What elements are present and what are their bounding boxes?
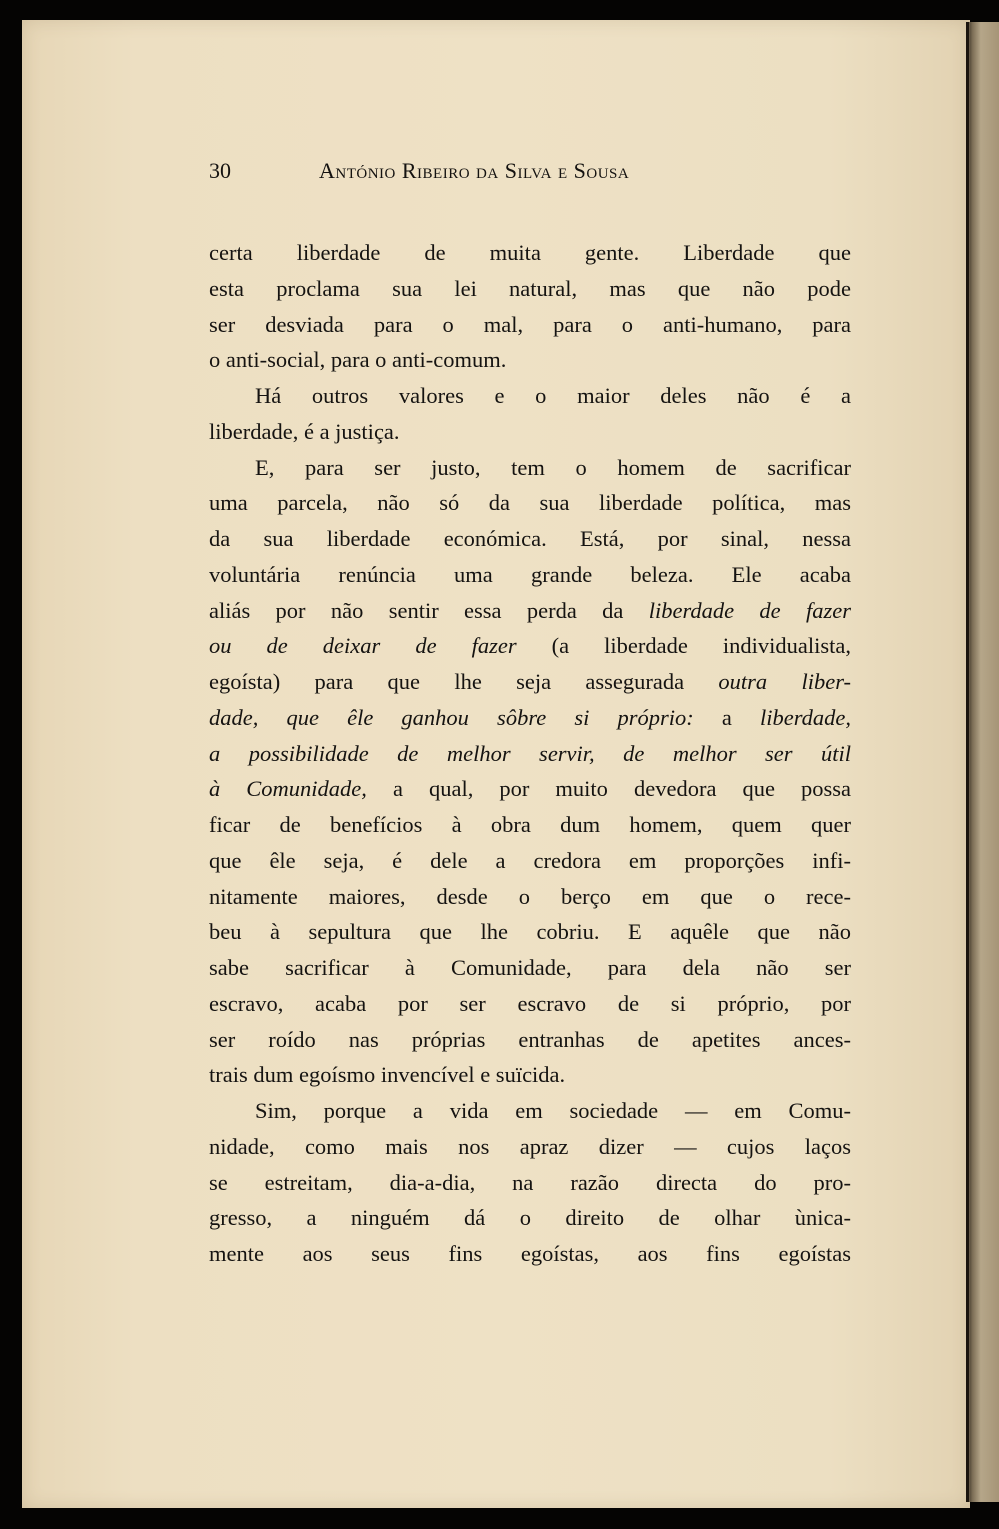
text-line [209, 414, 851, 450]
text-line [209, 450, 851, 486]
italic-text: ou de deixar de fazer [209, 633, 517, 659]
next-page-edge [966, 22, 999, 1502]
body-text [209, 235, 851, 1272]
text-run: nidade, como mais nos apraz dizer — cujos laços [209, 1133, 851, 1159]
text-run: gresso, a ninguém dá o direito de olhar ùnica- [209, 1205, 851, 1231]
italic-text: dade, que êle ganhou sôbre si próprio: [209, 704, 694, 730]
text-run: (a liberdade individualista, [516, 633, 851, 659]
text-line [209, 1129, 851, 1165]
running-head: António Ribeiro da Silva e Sousa [319, 158, 630, 183]
text-line [209, 843, 851, 879]
text-line [209, 593, 851, 629]
text-line [209, 950, 851, 986]
text-run: egoísta) para que lhe seja assegurada [209, 669, 719, 694]
text-run: certa liberdade de muita gente. Liberdade que [209, 240, 851, 265]
italic-text: liberdade, [759, 704, 851, 730]
text-run: se estreitam, dia-a-dia, na razão directa do pro- [209, 1169, 851, 1195]
text-line [209, 628, 851, 664]
text-line [209, 1022, 851, 1058]
text-run: beu à sepultura que lhe cobriu. E aquêle que não [209, 919, 851, 945]
text-line [209, 1165, 851, 1201]
text-run: a qual, por muito devedora que possa [366, 776, 851, 802]
text-run: que êle seja, é dele a credora em proporções infi- [209, 847, 851, 873]
text-line [209, 1236, 851, 1272]
italic-text: outra liber- [718, 669, 852, 694]
text-line [209, 1057, 851, 1093]
text-run: mente aos seus fins egoístas, aos fins egoístas [209, 1241, 851, 1266]
text-run: Há outros valores e o maior deles não é a [255, 383, 851, 408]
text-run: ser desviada para o mal, para o anti-humano, para [209, 311, 851, 337]
italic-text: liberdade de fazer [648, 597, 851, 623]
text-line [209, 1093, 851, 1129]
text-run: voluntária renúncia uma grande beleza. Ele acaba [209, 561, 851, 587]
italic-text: à Comunidade, [209, 776, 367, 802]
italic-text: a possibilidade de melhor servir, de melhor ser útil [209, 740, 851, 766]
text-line [209, 485, 851, 521]
text-run: uma parcela, não só da sua liberdade política, mas [209, 490, 851, 516]
text-run: liberdade, é a justiça. [209, 418, 400, 444]
text-line [209, 307, 851, 343]
text-line [209, 736, 851, 772]
text-run: nitamente maiores, desde o berço em que o rece- [209, 883, 851, 909]
text-run: escravo, acaba por ser escravo de si próprio, por [209, 990, 851, 1016]
text-line [209, 521, 851, 557]
text-run: aliás por não sentir essa perda da [209, 597, 649, 623]
text-line [209, 378, 851, 414]
text-run: ser roído nas próprias entranhas de apetites ances- [209, 1026, 851, 1052]
text-line [209, 1200, 851, 1236]
page-fold-line [966, 22, 969, 1502]
text-line [209, 700, 851, 736]
text-run: sabe sacrificar à Comunidade, para dela não ser [209, 955, 851, 980]
page-number: 30 [209, 158, 231, 183]
text-line [209, 664, 851, 700]
text-run: Sim, porque a vida em sociedade — em Comu- [255, 1098, 851, 1123]
text-line [209, 986, 851, 1022]
text-line [209, 342, 851, 378]
text-run: ficar de benefícios à obra dum homem, quem quer [209, 812, 851, 837]
text-run: a [693, 704, 760, 730]
text-line [209, 879, 851, 915]
text-line [209, 235, 851, 271]
text-line [209, 807, 851, 843]
page-header [209, 158, 769, 188]
text-run: trais dum egoísmo invencível e suïcida. [209, 1062, 566, 1088]
text-run: o anti-social, para o anti-comum. [209, 347, 507, 373]
text-line [209, 771, 851, 807]
text-run: esta proclama sua lei natural, mas que não pode [209, 275, 851, 301]
text-line [209, 271, 851, 307]
text-run: da sua liberdade económica. Está, por sinal, nessa [209, 526, 851, 551]
text-line [209, 557, 851, 593]
text-run: E, para ser justo, tem o homem de sacrificar [255, 454, 851, 480]
text-line [209, 914, 851, 950]
